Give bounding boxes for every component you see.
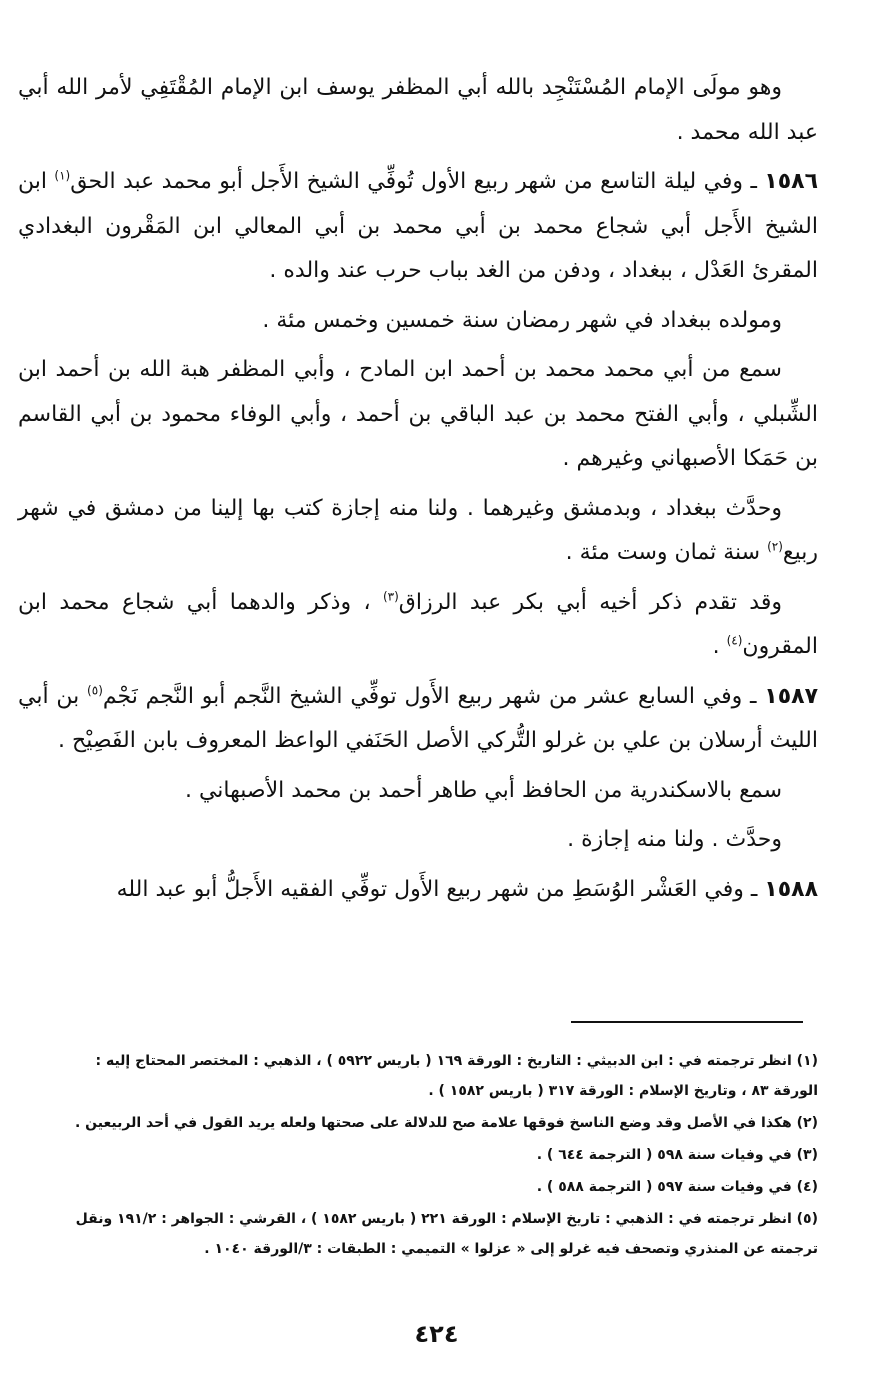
paragraph-text-start: وحدَّث ببغداد ، وبدمشق وغيرهما . ولنا منه إجازة كتب بها إلينا من دمشق في شهر ربيع [18,495,818,565]
paragraph-heard [18,769,818,814]
paragraph-text: سمع بالاسكندرية من الحافظ أبي طاهر أحمد بن محمد الأصبهاني . [184,777,782,803]
entry-text-start: ـ وفي ليلة التاسع من شهر ربيع الأول تُوفِّي الشيخ الأَجل أبو محمد عبد الحق [70,169,765,194]
entry-1586 [18,160,818,294]
footnote-ref-4: (٤) [726,633,743,648]
paragraph-narration [18,487,818,576]
paragraph-text-end: سنة ثمان وست مئة . [565,540,768,565]
paragraph-text-end: . [712,634,727,659]
paragraph-license [18,818,818,863]
footnote-3: (٣) في وفيات سنة ٥٩٨ ( الترجمة ٦٤٤ ) . [536,1147,818,1163]
entry-1587 [18,675,818,764]
paragraph-text-middle: ، وذكر والدهما أبي شجاع محمد ابن المقرون [18,589,818,659]
paragraph-intro [18,66,818,155]
paragraph-text-start: وقد تقدم ذكر أخيه أبي بكر عبد الرزاق [398,589,782,615]
footnote-ref-1: (١) [54,168,71,183]
entry-number: ١٥٨٧ [764,683,818,709]
paragraph-text: وحدَّث . ولنا منه إجازة . [567,827,782,852]
entry-text-end: ابن الشيخ الأَجل أبي شجاع محمد بن أبي محمد بن أبي المعالي ابن المَقْرون البغدادي المقرئ العَدْل ، ببغداد ، ودفن من الغد بباب حرب عند والده . [18,169,818,283]
entry-number: ١٥٨٦ [764,169,818,194]
footnote-5: (٥) انظر ترجمته في : الذهبي : تاريخ الإسلام : الورقة ٢٢١ ( باريس ١٥٨٢ ) ، القرشي : الجواهر : ١٩١/٢ ونقل ترجمته عن المنذري وتصحف فيه غرلو إلى « عزلوا » التميمي : الطبقات : ٣/الورقة ١٠٤٠ . [75,1211,818,1257]
footnote-1: (١) انظر ترجمته في : ابن الدبيثي : التاريخ : الورقة ١٦٩ ( باريس ٥٩٢٢ ) ، الذهبي : المختصر المحتاج إليه : الورقة ٨٣ ، وتاريخ الإسلام : الورقة ٣١٧ ( باريس ١٥٨٢ ) . [95,1053,818,1099]
footnotes [60,1046,818,1266]
footnote-2: (٢) هكذا في الأصل وقد وضع الناسخ فوقها علامة صح للدلالة على صحتها ولعله يريد القول في أحد الربيعين . [74,1115,818,1131]
paragraph-birth [18,299,818,344]
entry-1588 [18,868,818,913]
paragraph-text: وهو مولَى الإمام المُسْتَنْجِد بالله أبي المظفر يوسف ابن الإمام المُقْتَفِي لأمر الله أبي عبد الله محمد . [18,75,818,145]
entry-text-end: بن أبي الليث أرسلان بن علي بن غرلو التُّركي الأصل الحَنَفي الواعظ المعروف بابن الفَصِيْح . [18,683,818,753]
entry-text: ـ وفي العَشْر الوُسَطِ من شهر ربيع الأَول توفِّي الفقيه الأَجلُّ أبو عبد الله [116,876,765,902]
footnote-4: (٤) في وفيات سنة ٥٩٧ ( الترجمة ٥٨٨ ) . [536,1179,818,1195]
main-text [18,66,818,917]
paragraph-relatives [18,581,818,670]
footnote-ref-2: (٢) [767,539,783,554]
footnote-divider [571,1021,803,1023]
footnote-ref-5: (٥) [87,683,103,698]
paragraph-text: ومولده ببغداد في شهر رمضان سنة خمسين وخمس مئة . [262,307,782,333]
paragraph-teachers [18,348,818,482]
paragraph-text: سمع من أبي محمد محمد بن أحمد ابن المادح ، وأبي المظفر هبة الله بن أحمد ابن الشِّبلي ، وأبي الفتح محمد بن عبد الباقي بن أحمد ، وأبي الوفاء محمود بن أبي القاسم بن حَمَكا الأصبهاني وغيرهم . [18,357,818,471]
footnote-ref-3: (٣) [382,589,399,604]
page-number: ٤٢٤ [414,1320,459,1348]
entry-text-start: ـ وفي السابع عشر من شهر ربيع الأَول توفِّي الشيخ النَّجم أبو النَّجم نَجْم [102,683,765,709]
entry-number: ١٥٨٨ [764,876,818,902]
